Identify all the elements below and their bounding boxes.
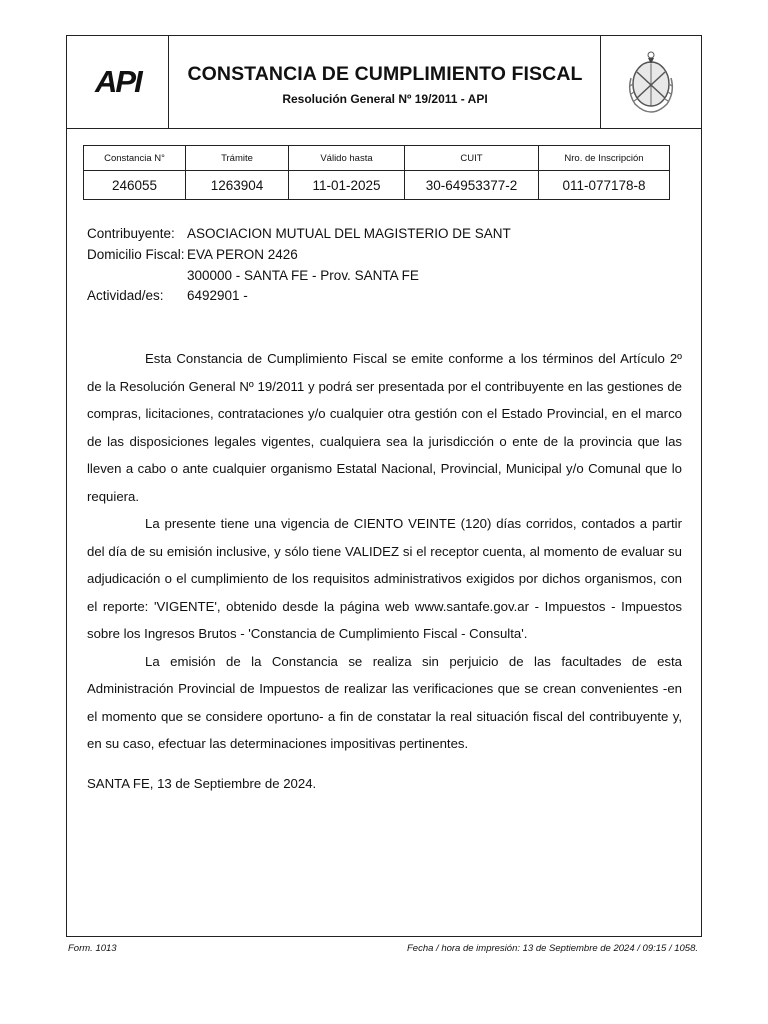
paragraph-1: Esta Constancia de Cumplimiento Fiscal se emite conforme a los términos del Artículo 2º de la Resolución General Nº 19/2011 y podrá ser presentada por el contribuyente en las gestiones de compras, licitaciones, contrataciones y/o cualquier otra gestión con el Estado Provincial, en el marco de las disposiciones legales vigentes, cualquiera sea la jurisdicción o ente de la provincia que las lleven a cabo o ante cualquier organismo Estatal Nacional, Provincial, Municipal y/o Comunal que lo requiera. bbox=[87, 351, 682, 504]
value-constancia: 246055 bbox=[84, 171, 186, 200]
domicilio-label: Domicilio Fiscal: bbox=[87, 246, 185, 262]
header-cuit: CUIT bbox=[405, 146, 539, 171]
header-valido-hasta: Válido hasta bbox=[289, 146, 405, 171]
document-header bbox=[67, 36, 701, 129]
info-table bbox=[83, 145, 670, 200]
document-subtitle: Resolución General Nº 19/2011 - API bbox=[282, 92, 488, 106]
info-table-value-row bbox=[84, 171, 670, 200]
body-text bbox=[87, 345, 682, 758]
header-constancia: Constancia N° bbox=[84, 146, 186, 171]
api-logo: API bbox=[95, 64, 141, 99]
form-number: Form. 1013 bbox=[68, 943, 117, 954]
header-tramite: Trámite bbox=[186, 146, 289, 171]
seal-cell bbox=[600, 36, 701, 128]
domicilio-line2: 300000 - SANTA FE - Prov. SANTA FE bbox=[187, 267, 419, 283]
value-nro-inscripcion: 011-077178-8 bbox=[539, 171, 670, 200]
document-frame bbox=[66, 35, 702, 937]
logo-cell bbox=[67, 36, 169, 128]
contribuyente-label: Contribuyente: bbox=[87, 226, 175, 241]
place-date: SANTA FE, 13 de Septiembre de 2024. bbox=[87, 776, 317, 791]
value-valido-hasta: 11-01-2025 bbox=[289, 171, 405, 200]
paragraph-3: La emisión de la Constancia se realiza sin perjuicio de las facultades de esta Administración Provincial de Impuestos de realizar las verificaciones que se crean convenientes -en el momento que se considere oportuno- a fin de constatar la real situación fiscal del contribuyente y, en su caso, efectuar las determinaciones impositivas pertinentes. bbox=[87, 653, 682, 751]
santa-fe-coat-of-arms-icon bbox=[623, 48, 679, 114]
actividad-label: Actividad/es: bbox=[87, 288, 164, 304]
domicilio-line1: EVA PERON 2426 bbox=[187, 246, 298, 262]
paragraph-2: La presente tiene una vigencia de CIENTO VEINTE (120) días corridos, contados a partir del día de su emisión inclusive, y sólo tiene VALIDEZ si el receptor cuenta, al momento de evaluar su adjudicación o el cumplimiento de los requisitos administrativos exigidos por dichos organismos, con el reporte: 'VIGENTE', obtenido desde la página web www.santafe.gov.ar - Impuestos - Impuestos sobre los Ingresos Brutos - 'Constancia de Cumplimiento Fiscal - Consulta'. bbox=[87, 516, 682, 641]
document-title: CONSTANCIA DE CUMPLIMIENTO FISCAL bbox=[187, 63, 583, 85]
contribuyente-value: ASOCIACION MUTUAL DEL MAGISTERIO DE SANT bbox=[187, 226, 511, 241]
header-nro-inscripcion: Nro. de Inscripción bbox=[539, 146, 670, 171]
value-tramite: 1263904 bbox=[186, 171, 289, 200]
info-table-header-row bbox=[84, 146, 670, 171]
actividad-value: 6492901 - bbox=[187, 288, 248, 304]
print-timestamp: Fecha / hora de impresión: 13 de Septiembre de 2024 / 09:15 / 1058. bbox=[407, 943, 698, 954]
value-cuit: 30-64953377-2 bbox=[405, 171, 539, 200]
